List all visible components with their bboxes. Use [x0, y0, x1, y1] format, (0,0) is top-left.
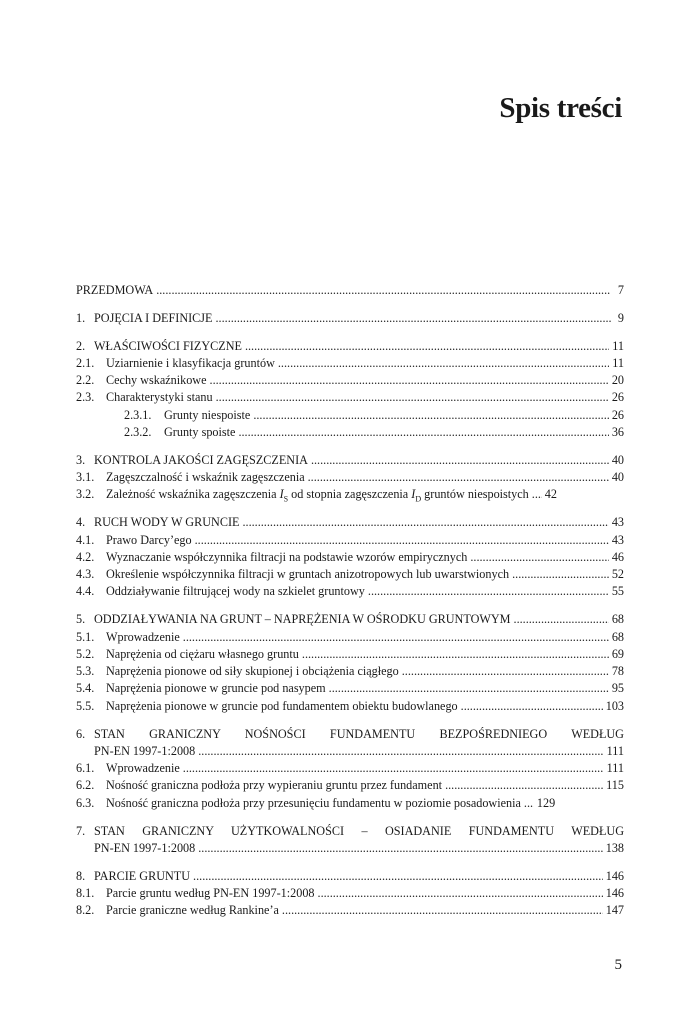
toc-chapter-number: 1.	[76, 310, 86, 325]
toc-section-number: 6.2.	[76, 778, 95, 793]
toc-section-number: 2.2.	[76, 373, 95, 388]
toc-leader-dots	[445, 777, 603, 794]
toc-entry-text: Wyznaczanie współczynnika filtracji na podstawie wzorów empirycznych	[106, 549, 468, 564]
toc-leader-dots	[198, 840, 602, 857]
toc-leader-dots	[216, 310, 612, 327]
toc-leader-dots	[198, 743, 603, 760]
toc-text-part: od stopnia zagęszczenia	[288, 487, 412, 502]
toc-section-number: 3.1.	[76, 470, 95, 485]
toc-leader-dots	[210, 372, 609, 389]
toc-page-number: 138	[605, 840, 624, 855]
toc-entry-chapter-6[interactable]	[76, 726, 624, 743]
toc-entry-4-4[interactable]	[76, 583, 624, 600]
toc-page-number: 111	[606, 761, 624, 776]
toc-page-number: 11	[612, 338, 624, 353]
table-of-contents	[76, 282, 624, 920]
toc-leader-dots	[216, 389, 609, 406]
toc-page-number: 147	[605, 903, 624, 918]
toc-section-number: 8.2.	[76, 903, 95, 918]
toc-section-number: 5.5.	[76, 698, 95, 713]
toc-chapter-number: 7.	[76, 823, 86, 838]
toc-section-number: 3.2.	[76, 487, 95, 502]
toc-entry-8-1[interactable]	[76, 885, 624, 902]
toc-page-number: 43	[611, 515, 624, 530]
toc-entry-2-3-1[interactable]	[76, 407, 624, 424]
toc-entry-text-line1: STAN GRANICZNY UŻYTKOWALNOŚCI – OSIADANIE FUNDAMENTU WEDŁUG	[94, 823, 624, 838]
toc-entry-text: Określenie współczynnika filtracji w gruntach anizotropowych lub uwarstwionych	[106, 567, 510, 582]
toc-entry-3-1[interactable]	[76, 469, 624, 486]
toc-entry-text: Nośność graniczna podłoża przy przesunięciu fundamentu w poziomie posadowienia	[106, 795, 521, 810]
toc-page-number: 146	[605, 868, 624, 883]
toc-entry-5-1[interactable]	[76, 629, 624, 646]
toc-page-number: 26	[611, 407, 624, 422]
toc-section-number: 8.1.	[76, 885, 95, 900]
toc-entry-5-2[interactable]	[76, 646, 624, 663]
toc-section-number: 5.1.	[76, 629, 95, 644]
toc-entry-6-1[interactable]	[76, 760, 624, 777]
toc-section-number: 4.4.	[76, 584, 95, 599]
toc-leader-dots	[156, 282, 611, 299]
toc-page-number: 69	[611, 646, 624, 661]
toc-page-number: 95	[611, 681, 624, 696]
toc-section-number: 6.3.	[76, 795, 95, 810]
toc-entry-chapter-8[interactable]	[76, 868, 624, 885]
toc-entry-6-3[interactable]	[76, 795, 624, 812]
toc-entry-text: Parcie gruntu według PN-EN 1997-1:2008	[106, 885, 315, 900]
toc-entry-text: Zagęszczalność i wskaźnik zagęszczenia	[106, 470, 305, 485]
toc-section-number: 4.1.	[76, 532, 95, 547]
toc-entry-text: Wprowadzenie	[106, 761, 180, 776]
toc-page-number: 68	[611, 612, 624, 627]
toc-chapter-number: 3.	[76, 452, 86, 467]
toc-page-number: 55	[611, 584, 624, 599]
toc-entry-text: Charakterystyki stanu	[106, 390, 213, 405]
toc-entry-6-2[interactable]	[76, 777, 624, 794]
toc-page-number: 40	[611, 452, 624, 467]
symbol-i: I	[411, 487, 416, 502]
toc-page-number: 46	[611, 549, 624, 564]
toc-page-number: 68	[611, 629, 624, 644]
toc-page-number: 52	[611, 567, 624, 582]
toc-entry-text: PRZEDMOWA	[76, 283, 154, 297]
toc-entry-chapter-2[interactable]	[76, 338, 624, 355]
toc-leader-dots	[514, 611, 609, 628]
page-number: 5	[614, 957, 622, 973]
toc-page-number: 11	[612, 355, 624, 370]
toc-page-number: 43	[611, 532, 624, 547]
toc-entry-text: Naprężenia pionowe w gruncie pod nasypem	[106, 681, 326, 696]
toc-entry-4-1[interactable]	[76, 532, 624, 549]
toc-section-number: 5.4.	[76, 681, 95, 696]
toc-entry-2-2[interactable]	[76, 372, 624, 389]
toc-page-number: 129	[536, 795, 556, 810]
toc-leader-dots	[302, 646, 609, 663]
toc-leader-dots	[461, 698, 603, 715]
toc-leader-dots	[329, 680, 609, 697]
toc-entry-text: ODDZIAŁYWANIA NA GRUNT – NAPRĘŻENIA W OŚRODKU GRUNTOWYM	[94, 612, 511, 627]
toc-page-number: 103	[605, 698, 624, 713]
toc-section-number: 6.1.	[76, 761, 95, 776]
toc-entry-text: Parcie graniczne według Rankine’a	[106, 903, 279, 918]
toc-entry-text-line2: PN-EN 1997-1:2008	[94, 743, 196, 758]
toc-chapter-number: 5.	[76, 612, 86, 627]
toc-entry-text: Cechy wskaźnikowe	[106, 373, 207, 388]
toc-leader-dots	[318, 885, 603, 902]
toc-leader-dots	[512, 566, 609, 583]
toc-entry-text	[106, 486, 529, 508]
toc-entry-5-3[interactable]	[76, 663, 624, 680]
toc-entry-chapter-6-cont[interactable]	[76, 743, 624, 760]
toc-entry-przedmowa[interactable]	[76, 282, 624, 299]
toc-entry-text: Prawo Darcy’ego	[106, 532, 192, 547]
toc-entry-text: KONTROLA JAKOŚCI ZAGĘSZCZENIA	[94, 452, 308, 467]
toc-entry-5-5[interactable]	[76, 698, 624, 715]
toc-page-number: 111	[606, 743, 624, 758]
toc-entry-text-line1: STAN GRANICZNY NOŚNOŚCI FUNDAMENTU BEZPOŚREDNIEGO WEDŁUG	[94, 726, 624, 741]
toc-leader-dots	[524, 795, 534, 812]
toc-page-number: 36	[611, 425, 624, 440]
toc-entry-text: Oddziaływanie filtrującej wody na szkielet gruntowy	[106, 584, 365, 599]
toc-entry-5-4[interactable]	[76, 680, 624, 697]
toc-entry-4-3[interactable]	[76, 566, 624, 583]
toc-leader-dots	[532, 486, 542, 503]
toc-entry-chapter-1[interactable]	[76, 310, 624, 327]
toc-chapter-number: 4.	[76, 515, 86, 530]
toc-chapter-number: 2.	[76, 338, 86, 353]
toc-page-number: 26	[611, 390, 624, 405]
toc-leader-dots	[245, 338, 609, 355]
toc-page-number: 40	[611, 470, 624, 485]
toc-section-number: 4.3.	[76, 567, 95, 582]
toc-entry-text: Grunty spoiste	[164, 425, 236, 440]
subscript-s: S	[283, 494, 289, 504]
toc-leader-dots	[183, 760, 604, 777]
toc-leader-dots	[470, 549, 608, 566]
toc-page-number: 20	[611, 373, 624, 388]
toc-leader-dots	[238, 424, 608, 441]
toc-leader-dots	[368, 583, 609, 600]
toc-leader-dots	[195, 532, 609, 549]
toc-text-part: gruntów niespoistych	[421, 487, 529, 502]
page-title: Spis treści	[499, 92, 622, 124]
toc-text-part: Zależność wskaźnika zagęszczenia	[106, 487, 280, 502]
toc-section-number: 5.2.	[76, 646, 95, 661]
toc-entry-text: WŁAŚCIWOŚCI FIZYCZNE	[94, 338, 242, 353]
toc-subsection-number: 2.3.2.	[124, 425, 152, 440]
toc-entry-text: Naprężenia od ciężaru własnego gruntu	[106, 646, 299, 661]
toc-leader-dots	[278, 355, 609, 372]
toc-entry-text: PARCIE GRUNTU	[94, 868, 191, 883]
toc-page-number: 7	[617, 283, 624, 297]
toc-section-number: 4.2.	[76, 549, 95, 564]
toc-leader-dots	[242, 514, 608, 531]
toc-section-number: 5.3.	[76, 664, 95, 679]
toc-entry-chapter-7[interactable]	[76, 823, 624, 840]
toc-subsection-number: 2.3.1.	[124, 407, 152, 422]
toc-entry-chapter-5[interactable]	[76, 611, 624, 628]
toc-entry-text: RUCH WODY W GRUNCIE	[94, 515, 240, 530]
toc-entry-text: Nośność graniczna podłoża przy wypieraniu gruntu przez fundament	[106, 778, 443, 793]
toc-entry-text: Uziarnienie i klasyfikacja gruntów	[106, 355, 275, 370]
subscript-d: D	[415, 494, 422, 504]
symbol-i: I	[279, 487, 284, 502]
toc-page-number: 78	[611, 664, 624, 679]
toc-page-number: 42	[544, 487, 557, 502]
toc-leader-dots	[402, 663, 609, 680]
toc-section-number: 2.1.	[76, 355, 95, 370]
toc-entry-text: Grunty niespoiste	[164, 407, 251, 422]
toc-entry-text: POJĘCIA I DEFINICJE	[94, 310, 213, 325]
toc-entry-2-3[interactable]	[76, 389, 624, 406]
toc-entry-chapter-7-cont[interactable]	[76, 840, 624, 857]
toc-entry-2-3-2[interactable]	[76, 424, 624, 441]
toc-leader-dots	[193, 868, 603, 885]
toc-entry-text: Naprężenia pionowe w gruncie pod fundamentem obiektu budowlanego	[106, 698, 458, 713]
toc-entry-text-line2: PN-EN 1997-1:2008	[94, 840, 196, 855]
toc-entry-text: Wprowadzenie	[106, 629, 180, 644]
toc-section-number: 2.3.	[76, 390, 95, 405]
toc-chapter-number: 8.	[76, 868, 86, 883]
toc-entry-2-1[interactable]	[76, 355, 624, 372]
toc-entry-4-2[interactable]	[76, 549, 624, 566]
toc-leader-dots	[253, 407, 608, 424]
toc-page-number: 115	[606, 778, 624, 793]
toc-leader-dots	[183, 629, 609, 646]
toc-chapter-number: 6.	[76, 726, 86, 741]
toc-leader-dots	[282, 902, 603, 919]
toc-entry-text: Naprężenia pionowe od siły skupionej i obciążenia ciągłego	[106, 664, 399, 679]
toc-page-number: 146	[605, 885, 624, 900]
toc-entry-8-2[interactable]	[76, 902, 624, 919]
toc-entry-3-2[interactable]	[76, 486, 624, 503]
toc-entry-chapter-4[interactable]	[76, 514, 624, 531]
toc-leader-dots	[311, 452, 609, 469]
toc-entry-chapter-3[interactable]	[76, 452, 624, 469]
toc-page-number: 9	[617, 310, 624, 325]
toc-leader-dots	[308, 469, 609, 486]
